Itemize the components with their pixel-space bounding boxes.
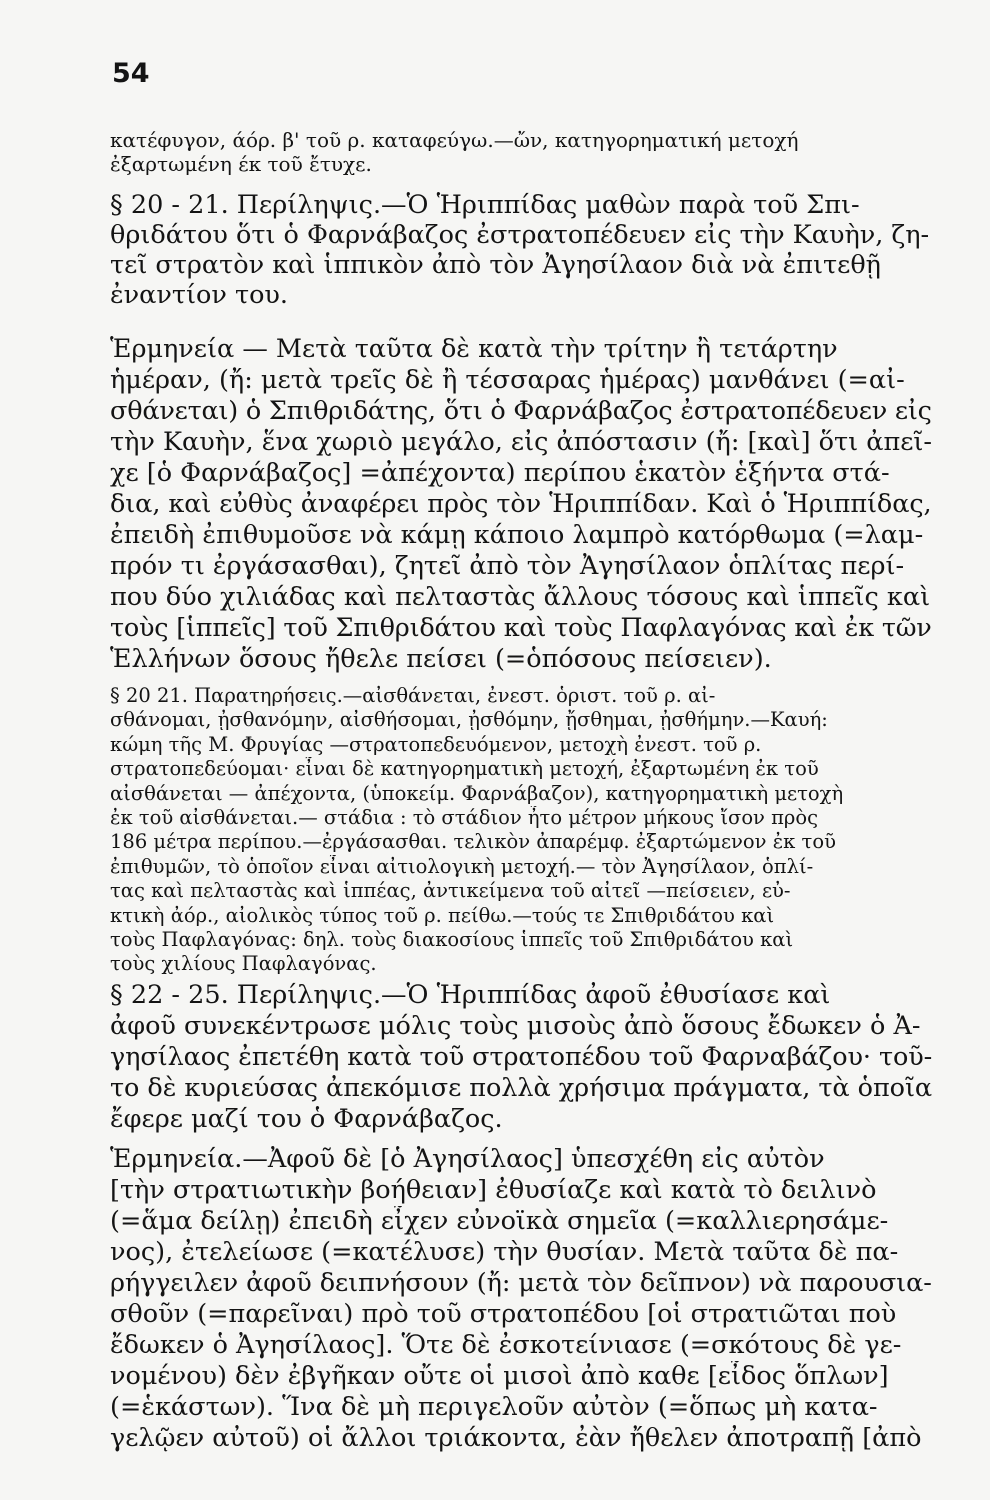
text-line: τὴν Καυὴν, ἕνα χωριὸ μεγάλο, εἰς ἀπόστασιν (ἤ: [καὶ] ὅτι ἀπεῖ- bbox=[110, 427, 932, 457]
text-line: νος), ἐτελείωσε (=κατέλυσε) τὴν θυσίαν. Μετὰ ταῦτα δὲ πα- bbox=[110, 1237, 899, 1267]
text-line: Ἑλλήνων ὅσους ἤθελε πείσει (=ὁπόσους πείσειεν). bbox=[110, 644, 772, 674]
text-line: ρήγγειλεν ἀφοῦ δειπνήσουν (ἤ: μετὰ τὸν δεῖπνον) νὰ παρουσια- bbox=[110, 1268, 932, 1298]
text-line: ἐπειδὴ ἐπιθυμοῦσε νὰ κάμῃ κάποιο λαμπρὸ κατόρθωμα (=λαμ- bbox=[110, 520, 924, 550]
text-line: κώμη τῆς Μ. Φρυγίας —στρατοπεδευόμενον, μετοχὴ ἐνεστ. τοῦ ρ. bbox=[110, 732, 762, 756]
text-line: κτικὴ ἀόρ., αἰολικὸς τύπος τοῦ ρ. πείθω.—τούς τε Σπιθριδάτου καὶ bbox=[110, 903, 775, 927]
summary-section-22-25 bbox=[110, 980, 932, 1135]
text-line: τοὺς χιλίους Παφλαγόνας. bbox=[110, 952, 377, 976]
text-line: το δὲ κυριεύσας ἀπεκόμισε πολλὰ χρήσιμα πράγματα, τὰ ὁποῖα bbox=[110, 1073, 932, 1103]
interpretation-section-22-25 bbox=[110, 1144, 932, 1454]
text-line: στρατοπεδεύομαι· εἶναι δὲ κατηγορηματικὴ μετοχή, ἐξαρτωμένη ἐκ τοῦ bbox=[110, 757, 819, 781]
text-line: ἔδωκεν ὁ Ἀγησίλαος]. Ὅτε δὲ ἐσκοτείνιασε (=σκότους δὲ γε- bbox=[110, 1330, 902, 1360]
text-line: τοὺς [ἱππεῖς] τοῦ Σπιθριδάτου καὶ τοὺς Παφλαγόνας καὶ ἐκ τῶν bbox=[110, 613, 932, 643]
text-line: ἐπιθυμῶν, τὸ ὁποῖον εἶναι αἰτιολογικὴ μετοχή.— τὸν Ἀγησίλαον, ὁπλί- bbox=[110, 854, 814, 878]
text-line: ἡμέραν, (ἤ: μετὰ τρεῖς δὲ ἢ τέσσαρας ἡμέρας) μανθάνει (=αἰ- bbox=[110, 365, 905, 395]
text-line: σθάνεται) ὁ Σπιθριδάτης, ὅτι ὁ Φαρνάβαζος ἐστρατοπέδευεν εἰς bbox=[110, 396, 932, 426]
text-line: χε [ὁ Φαρνάβαζος] =ἀπέχοντα) περίπου ἑκατὸν ἑξήντα στά- bbox=[110, 458, 890, 488]
text-line: τας καὶ πελταστὰς καὶ ἱππέας, ἀντικείμενα τοῦ αἰτεῖ —πείσειεν, εὐ- bbox=[110, 879, 791, 903]
text-line: ἔφερε μαζί του ὁ Φαρνάβαζος. bbox=[110, 1104, 503, 1134]
text-line: (=ἅμα δείλῃ) ἐπειδὴ εἶχεν εὐνοϊκὰ σημεῖα (=καλλιερησάμε- bbox=[110, 1206, 889, 1236]
text-line: ἐξαρτωμένη έκ τοῦ ἔτυχε. bbox=[110, 152, 372, 176]
text-line: § 20 21. Παρατηρήσεις.—αἰσθάνεται, ἐνεστ. ὁριστ. τοῦ ρ. αἰ- bbox=[110, 684, 716, 707]
text-line: γελῷεν αὐτοῦ) οἱ ἄλλοι τριάκοντα, ἐὰν ἤθελεν ἀποτραπῇ [ἀπὸ bbox=[110, 1423, 922, 1453]
text-line: σθοῦν (=παρεῖναι) πρὸ τοῦ στρατοπέδου [οἱ στρατιῶται ποὺ bbox=[110, 1299, 897, 1329]
text-line: αἰσθάνεται — ἀπέχοντα, (ὑποκείμ. Φαρνάβαζον), κατηγορηματικὴ μετοχὴ bbox=[110, 781, 844, 805]
text-line: τεῖ στρατὸν καὶ ἱππικὸν ἀπὸ τὸν Ἀγησίλαον διὰ νὰ ἐπιτεθῇ bbox=[110, 250, 881, 280]
text-line: ἀφοῦ συνεκέντρωσε μόλις τοὺς μισοὺς ἀπὸ ὅσους ἔδωκεν ὁ Ἀ- bbox=[110, 1011, 921, 1041]
text-line: 186 μέτρα περίπου.—ἐργάσασθαι. τελικὸν ἀπαρέμφ. ἐξαρτώμενον ἐκ τοῦ bbox=[110, 830, 836, 854]
remarks-section-20-21 bbox=[110, 684, 932, 977]
text-line: κατέφυγον, άόρ. β' τοῦ ρ. καταφεύγω.—ὤν, κατηγορηματική μετοχή bbox=[110, 128, 799, 152]
text-line: ἐναντίον του. bbox=[110, 280, 289, 310]
text-line: (=ἑκάστων). Ἵνα δὲ μὴ περιγελοῦν αὐτὸν (=ὅπως μὴ κατα- bbox=[110, 1392, 878, 1422]
text-line: § 22 - 25. Περίληψις.—Ὁ Ἡριππίδας ἀφοῦ ἐθυσίασε καὶ bbox=[110, 980, 831, 1010]
text-line: § 20 - 21. Περίληψις.—Ὁ Ἡριππίδας μαθὼν παρὰ τοῦ Σπι- bbox=[110, 190, 860, 220]
text-line: Ἑρμηνεία — Μετὰ ταῦτα δὲ κατὰ τὴν τρίτην ἢ τετάρτην bbox=[110, 334, 838, 364]
text-line: γησίλαος ἐπετέθη κατὰ τοῦ στρατοπέδου τοῦ Φαρναβάζου· τοῦ- bbox=[110, 1042, 932, 1072]
text-line: που δύο χιλιάδας καὶ πελταστὰς ἄλλους τόσους καὶ ἱππεῖς καὶ bbox=[110, 582, 931, 612]
text-line: νομένου) δὲν ἐβγῆκαν οὔτε οἱ μισοὶ ἀπὸ καθε [εἶδος ὅπλων] bbox=[110, 1361, 889, 1391]
note-intro bbox=[110, 128, 932, 176]
text-line: [τὴν στρατιωτικὴν βοήθειαν] ἐθυσίαζε καὶ κατὰ τὸ δειλινὸ bbox=[110, 1175, 877, 1205]
text-line: ἐκ τοῦ αἰσθάνεται.— στάδια : τὸ στάδιον ἦτο μέτρον μήκους ἴσον πρὸς bbox=[110, 806, 819, 830]
text-line: τοὺς Παφλαγόνας: δηλ. τοὺς διακοσίους ἱππεῖς τοῦ Σπιθριδάτου καὶ bbox=[110, 928, 794, 952]
text-line: δια, καὶ εὐθὺς ἀναφέρει πρὸς τὸν Ἡριππίδαν. Καὶ ὁ Ἡριππίδας, bbox=[110, 489, 932, 519]
interpretation-section-20-21 bbox=[110, 334, 932, 675]
text-line: Ἑρμηνεία.—Ἀφοῦ δὲ [ὁ Ἀγησίλαος] ὑπεσχέθη εἰς αὐτὸν bbox=[110, 1144, 825, 1174]
text-line: σθάνομαι, ᾐσθανόμην, αἰσθήσομαι, ᾐσθόμην, ᾔσθημαι, ᾐσθήμην.—Καυή: bbox=[110, 708, 828, 732]
text-line: θριδάτου ὅτι ὁ Φαρνάβαζος ἐστρατοπέδευεν εἰς τὴν Καυὴν, ζη- bbox=[110, 220, 930, 250]
summary-section-20-21 bbox=[110, 190, 932, 310]
page-number: 54 bbox=[112, 58, 150, 89]
text-line: πρόν τι ἐργάσασθαι), ζητεῖ ἀπὸ τὸν Ἀγησίλαον ὁπλίτας περί- bbox=[110, 551, 905, 581]
